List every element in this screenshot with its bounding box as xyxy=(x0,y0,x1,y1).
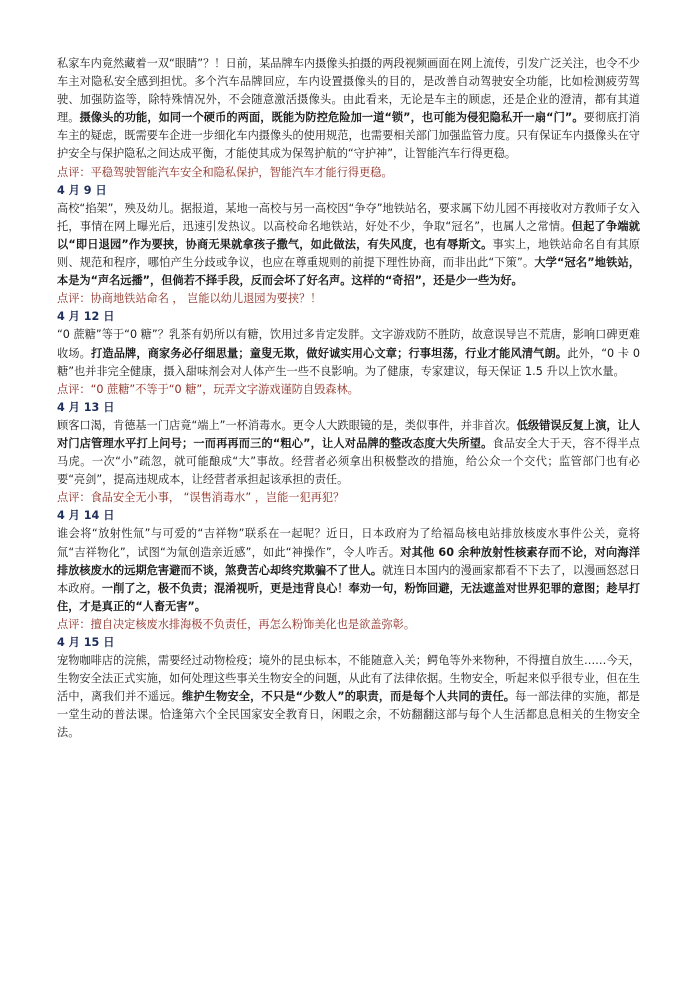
body-text: 此外，“0 卡 0 糖”也并非完全健康，摄入甜味剂会对人体产生一些不良影响。为了健康，专家建议，每天保证 1.5 升以上饮水量。 xyxy=(57,346,640,378)
entry-body xyxy=(57,525,640,615)
entry-date: 4 月 15 日 xyxy=(57,636,115,649)
news-entry xyxy=(57,399,640,508)
emphasized-text: 维护生物安全，不只是“少数人”的职责，而是每个人共同的责任。 xyxy=(181,690,516,704)
entry-comment: 点评：擅自决定核废水排海极不负责任，再怎么粉饰美化也是欲盖弥彰。 xyxy=(57,617,416,631)
entry-date: 4 月 9 日 xyxy=(57,183,107,197)
body-text: “0 蔗糖”等于“0 糖”？乳茶有奶所以有糖，饮用过多肯定发胖。文字游戏防不胜防，故意误导岂不荒唐，影响口碑更难收场。 xyxy=(57,328,640,360)
body-text: 宠物咖啡店的浣熊，需要经过动物检疫；境外的昆虫标本，不能随意入关；鳄龟等外来物种，不得擅自放生……今天，生物安全法正式实施，如何处理这些事关生物安全的问题，从此有了法律依据。生物安全，听起来似乎很专业，但在生活中，离我们并不遥远。 xyxy=(57,654,640,704)
entry-body xyxy=(57,652,640,742)
body-text: 高校“掐架”，殃及幼儿。据报道，某地一高校与另一高校因“争夺”地铁站名，要求属下幼儿园不再接收对方教师子女入托，事情在网上曝光后，迅速引发热议。以高校命名地铁站，好处不少，争取“冠名”，也属人之常情。 xyxy=(57,201,640,233)
body-text: 事实上，地铁站命名自有其原则、规范和程序，哪怕产生分歧或争议，也应在尊重规则的前提下理性协商，而非出此“下策”。 xyxy=(57,237,640,270)
emphasized-text: 打造品牌，商家务必仔细思量；童叟无欺，做好诚实用心文章；行事坦荡，行业才能风清气朗。 xyxy=(91,346,568,360)
emphasized-text: 对其他 60 余种放射性核素存而不论，对向海洋排放核废水的远期危害避而不谈，煞费苦心却终究欺骗不了世人。 xyxy=(57,545,640,577)
entry-body xyxy=(57,55,640,164)
body-text: 食品安全大于天，容不得半点马虎。一次“小”疏忽，就可能酿成“大”事故。经营者必须拿出积极整改的措施，给公众一个交代；监管部门也有必要“亮剑”，提高违规成本，让经营者承担起该承担的责任。 xyxy=(57,436,640,487)
body-text: 要彻底打消车主的疑虑，既需要车企进一步细化车内摄像头的使用规范，也需要相关部门加强监管力度。只有保证车内摄像头在守护安全与保护隐私之间达成平衡，才能使其成为保驾护航的“守护神”，让智能汽车行得更稳。 xyxy=(57,111,640,161)
emphasized-text: 摄像头的功能，如同一个硬币的两面，既能为防控危险加一道“锁”，也可能为侵犯隐私开一扇“门”。 xyxy=(79,111,584,125)
news-entry xyxy=(57,182,640,309)
emphasized-text: 大学“冠名”地铁站，本是为“声名远播”，但倘若不择手段，反而会坏了好名声。这样的“奇招”，还是少一些为好。 xyxy=(57,256,640,288)
emphasized-text: 低级错误反复上演，让人对门店管理水平打上问号；一而再再而三的“粗心”，让人对品牌的整改态度大失所望。 xyxy=(57,418,640,450)
body-text: 顾客口渴，肯德基一门店竟“端上”一杯消毒水。更令人大跌眼镜的是，类似事件，并非首次。 xyxy=(57,418,517,432)
entry-date: 4 月 13 日 xyxy=(57,400,115,414)
body-text: 私家车内竟然藏着一双“眼睛”？！日前，某品牌车内摄像头拍摄的两段视频画面在网上流传，引发广泛关注，也令不少车主对隐私安全感到担忧。多个汽车品牌回应，车内设置摄像头的目的，是改善自动驾驶安全功能，比如检测疲劳驾驶、加强防盗等，除特殊情况外，不会随意激活摄像头。由此看来，无论是车主的顾虑，还是企业的澄清，都有其道理。 xyxy=(57,57,640,125)
entry-body xyxy=(57,200,640,290)
emphasized-text: 但起了争端就以“即日退园”作为要挟，协商无果就拿孩子撒气，如此做法，有失风度，也有辱斯文。 xyxy=(57,219,640,251)
entry-comment: 点评：平稳驾驶智能汽车安全和隐私保护，智能汽车才能行得更稳。 xyxy=(57,165,393,179)
entry-comment: 点评：食品安全无小事， “误售消毒水” ，岂能一犯再犯？ xyxy=(57,491,345,505)
document-body xyxy=(57,55,640,743)
entry-body xyxy=(57,417,640,489)
body-text: 谁会将“放射性氚”与可爱的“吉祥物”联系在一起呢？近日，日本政府为了给福岛核电站排放核废水事件公关，竟将氚“吉祥物化”，试图“为氚创造亲近感”，如此“神操作”，令人咋舌。 xyxy=(57,527,640,559)
emphasized-text: 一削了之，极不负责；混淆视听，更是违背良心！奉劝一句，粉饰回避，无法遮盖对世界犯罪的意图；趁早打住，才是真正的“人畜无害”。 xyxy=(57,581,640,613)
news-entry xyxy=(57,308,640,398)
entry-date: 4 月 12 日 xyxy=(57,310,115,324)
body-text: 就连日本国内的漫画家都看不下去了，以漫画怒怼日本政府。 xyxy=(57,563,640,595)
news-entry xyxy=(57,634,640,743)
news-entry xyxy=(57,55,640,182)
entry-comment: 点评：协商地铁站命名 ， 岂能以幼儿退园为要挟？！ xyxy=(57,292,322,306)
entry-comment: 点评：“0 蔗糖”不等于“0 糖”，玩弄文字游戏谨防自毁森林。 xyxy=(57,382,359,396)
body-text: 每一部法律的实施，都是一堂生动的普法课。恰逢第六个全民国家安全教育日，闲暇之余，不妨翻翻这部与每个人生活都息息相关的生物安全法。 xyxy=(57,690,640,740)
entry-body xyxy=(57,326,640,380)
entry-date: 4 月 14 日 xyxy=(57,509,115,523)
news-entry xyxy=(57,507,640,634)
